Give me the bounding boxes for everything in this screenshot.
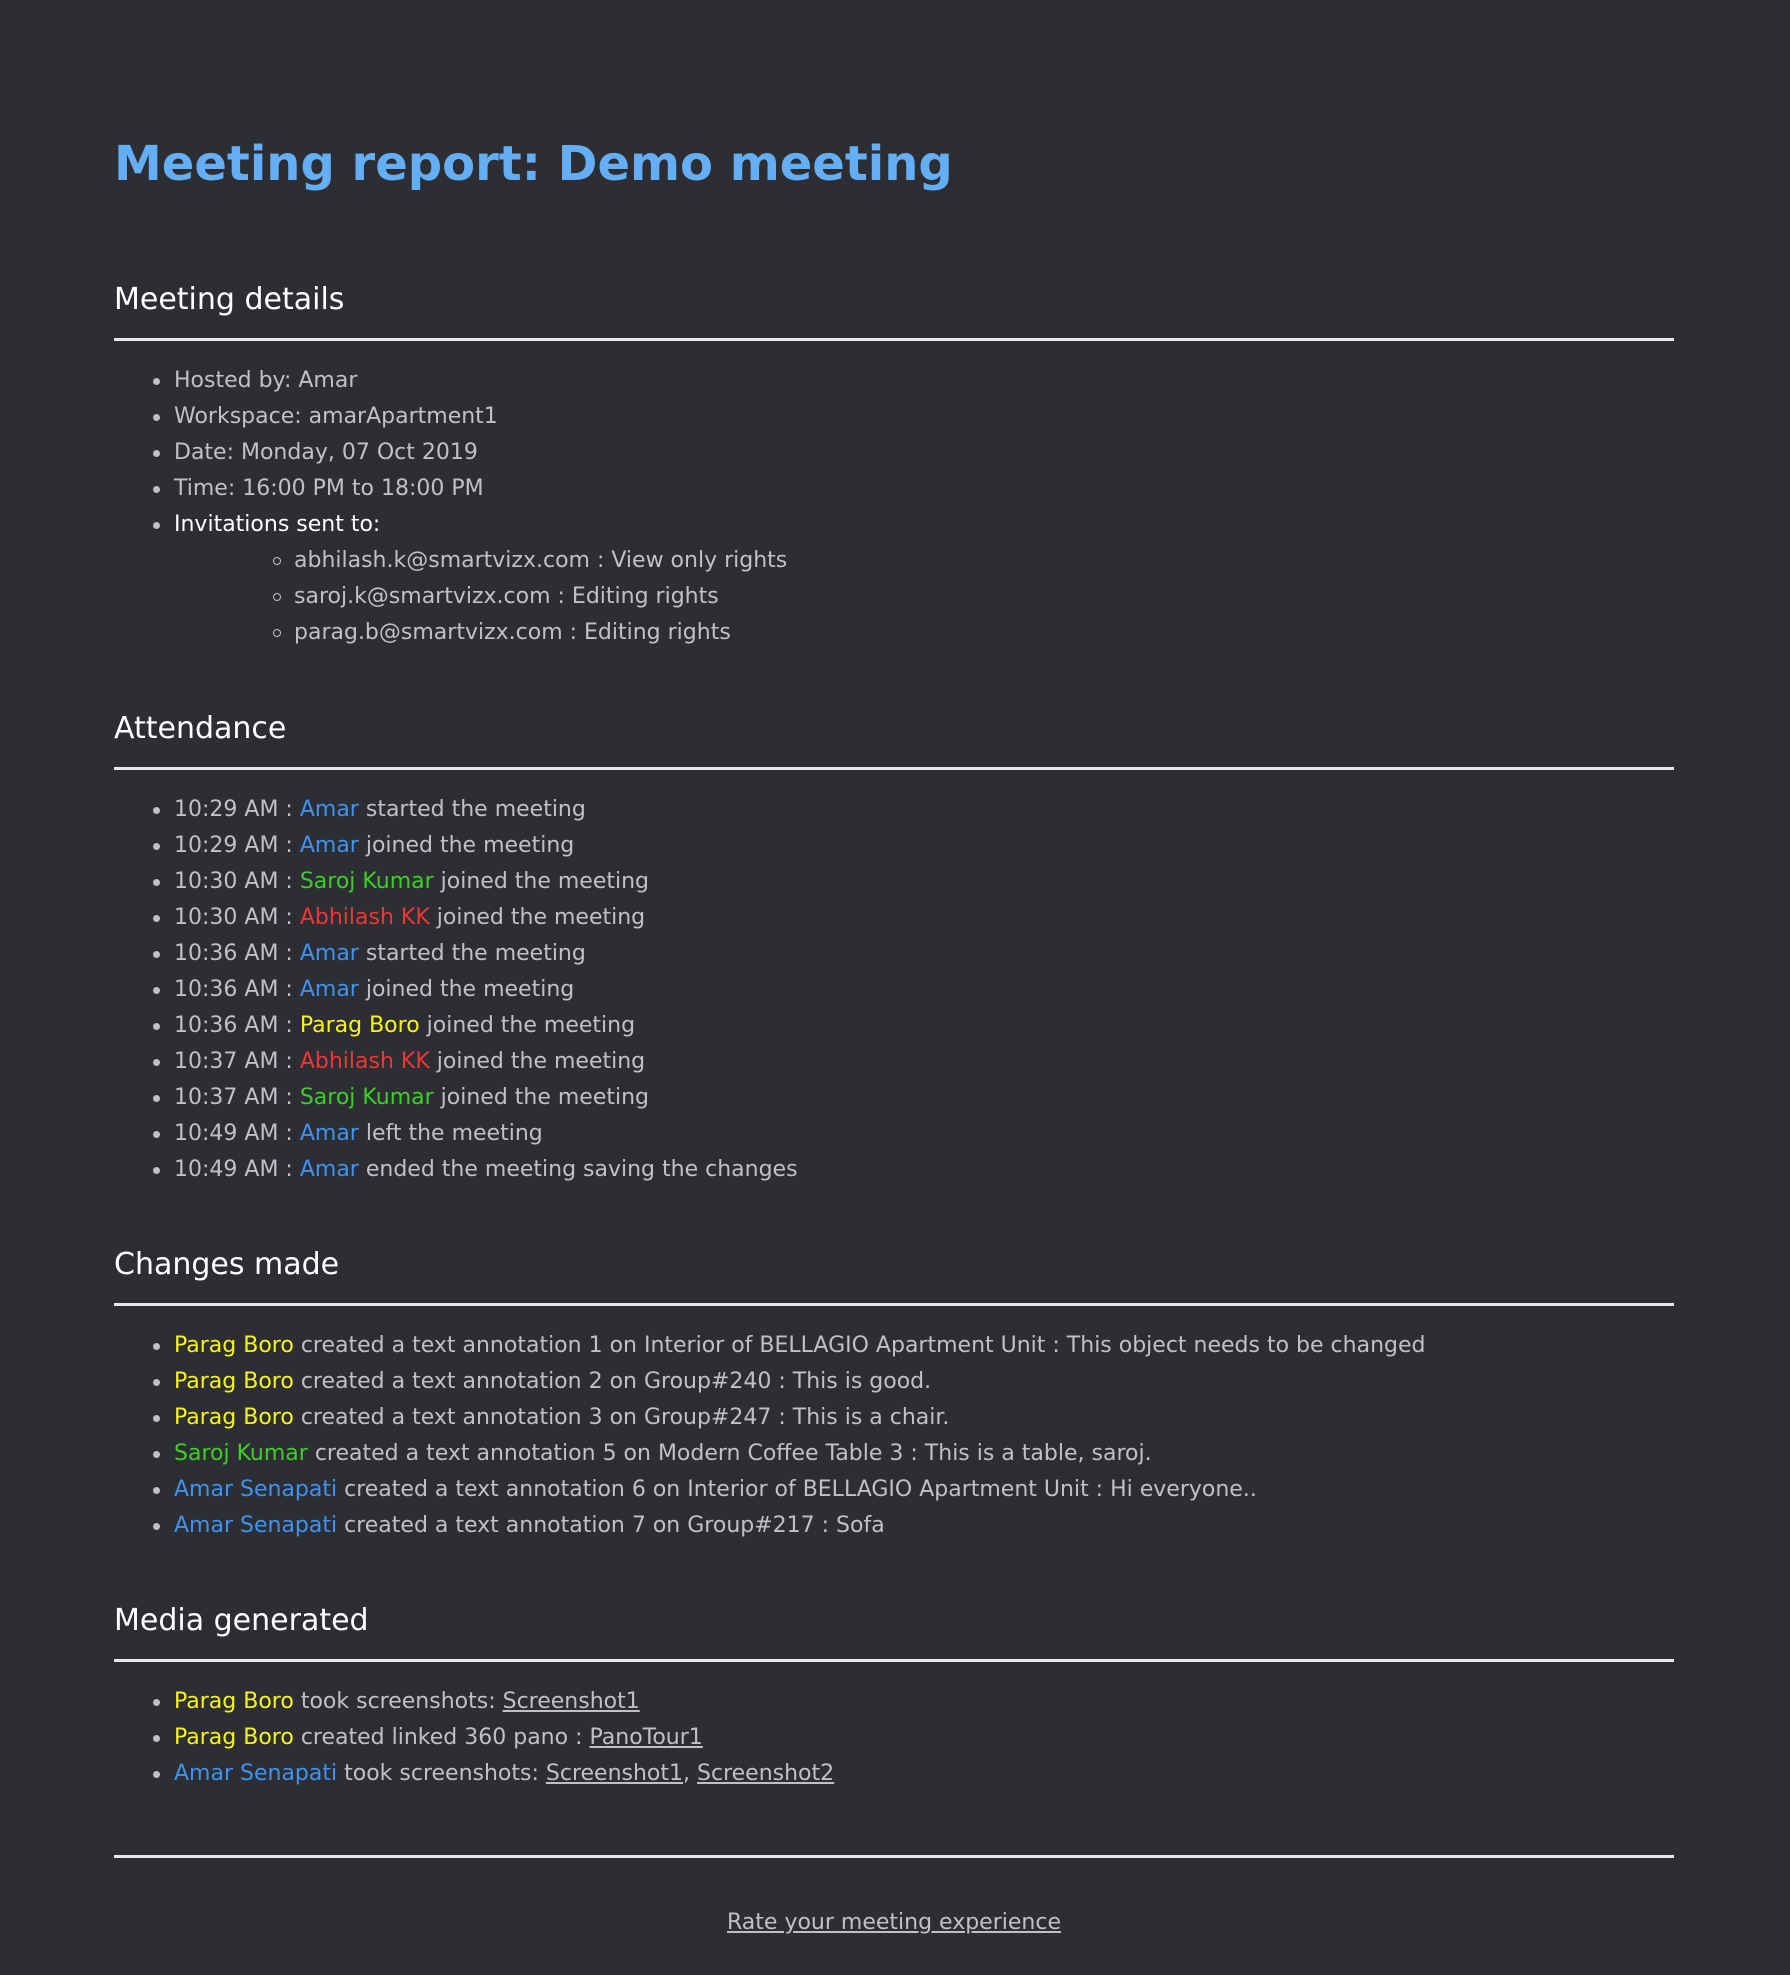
pano-tour-link[interactable]: PanoTour1 (589, 1725, 703, 1750)
author-name: Parag Boro (174, 1725, 294, 1750)
attendance-entry (114, 972, 1674, 1008)
change-text: created a text annotation 6 on Interior of BELLAGIO Apartment Unit : Hi everyone.. (344, 1477, 1257, 1502)
entry-action: joined the meeting (436, 905, 646, 930)
change-text: created a text annotation 3 on Group#247 : This is a chair. (300, 1405, 950, 1430)
attendance-entry (114, 1116, 1674, 1152)
section-divider (114, 767, 1674, 770)
entry-time: 10:30 AM : (174, 869, 293, 894)
attendance-entry (114, 1152, 1674, 1188)
change-entry (114, 1328, 1674, 1364)
entry-action: joined the meeting (426, 1013, 636, 1038)
entry-time: 10:36 AM : (174, 1013, 293, 1038)
entry-action: ended the meeting saving the changes (365, 1157, 798, 1182)
invitation-item: abhilash.k@smartvizx.com : View only rights (174, 543, 1674, 579)
screenshot-link[interactable]: Screenshot1 (545, 1761, 684, 1786)
section-heading: Meeting details (114, 282, 345, 317)
invitations-label: Invitations sent to: (174, 512, 381, 537)
author-name: Parag Boro (174, 1369, 294, 1394)
invitation-item: parag.b@smartvizx.com : Editing rights (174, 615, 1674, 651)
media-entry (114, 1720, 1674, 1756)
author-name: Parag Boro (174, 1689, 294, 1714)
section-divider (114, 1659, 1674, 1662)
attendee-name: Amar (299, 833, 359, 858)
change-text: created a text annotation 1 on Interior of BELLAGIO Apartment Unit : This object needs to be changed (300, 1333, 1426, 1358)
hosted-by-item: Hosted by: Amar (114, 363, 1674, 399)
attendance-entry (114, 1080, 1674, 1116)
entry-time: 10:49 AM : (174, 1121, 293, 1146)
attendee-name: Parag Boro (299, 1013, 420, 1038)
attendance-entry (114, 1008, 1674, 1044)
media-text: took screenshots: (300, 1689, 496, 1714)
rate-meeting-link[interactable]: Rate your meeting experience (727, 1910, 1061, 1935)
changes-section (114, 1245, 1674, 1544)
attendance-entry (114, 1044, 1674, 1080)
attendee-name: Abhilash KK (299, 1049, 430, 1074)
workspace-item: Workspace: amarApartment1 (114, 399, 1674, 435)
change-text: created a text annotation 5 on Modern Coffee Table 3 : This is a table, saroj. (314, 1441, 1152, 1466)
page-title: Meeting report: Demo meeting (114, 136, 953, 192)
link-separator: , (683, 1761, 698, 1786)
screenshot-link[interactable]: Screenshot2 (697, 1761, 835, 1786)
attendance-entry (114, 792, 1674, 828)
details-list (114, 363, 1674, 645)
section-heading: Media generated (114, 1603, 369, 1638)
meeting-details-section (114, 280, 1674, 645)
author-name: Parag Boro (174, 1405, 294, 1430)
footer-divider (114, 1855, 1674, 1858)
entry-time: 10:37 AM : (174, 1085, 293, 1110)
author-name: Amar Senapati (174, 1761, 338, 1786)
footer (114, 1905, 1674, 1941)
attendance-entry (114, 900, 1674, 936)
invitations-list (174, 543, 1674, 651)
entry-time: 10:37 AM : (174, 1049, 293, 1074)
entry-action: started the meeting (365, 797, 586, 822)
entry-time: 10:30 AM : (174, 905, 293, 930)
entry-time: 10:29 AM : (174, 833, 293, 858)
attendance-section (114, 709, 1674, 1188)
attendee-name: Saroj Kumar (299, 869, 434, 894)
attendee-name: Amar (299, 941, 359, 966)
attendance-entry (114, 864, 1674, 900)
attendee-name: Abhilash KK (299, 905, 430, 930)
author-name: Saroj Kumar (174, 1441, 308, 1466)
change-entry (114, 1364, 1674, 1400)
entry-action: joined the meeting (440, 869, 650, 894)
entry-time: 10:36 AM : (174, 977, 293, 1002)
attendance-entry (114, 936, 1674, 972)
attendance-entry (114, 828, 1674, 864)
entry-action: joined the meeting (436, 1049, 646, 1074)
entry-time: 10:29 AM : (174, 797, 293, 822)
attendance-list (114, 792, 1674, 1188)
media-entry (114, 1756, 1674, 1792)
change-entry (114, 1472, 1674, 1508)
change-text: created a text annotation 7 on Group#217 : Sofa (344, 1513, 885, 1538)
section-divider (114, 338, 1674, 341)
entry-time: 10:36 AM : (174, 941, 293, 966)
entry-action: joined the meeting (365, 977, 575, 1002)
section-divider (114, 1303, 1674, 1306)
change-entry (114, 1400, 1674, 1436)
invitations-item (114, 507, 1674, 645)
screenshot-link[interactable]: Screenshot1 (502, 1689, 640, 1714)
author-name: Parag Boro (174, 1333, 294, 1358)
author-name: Amar Senapati (174, 1513, 338, 1538)
media-section (114, 1601, 1674, 1792)
entry-action: joined the meeting (365, 833, 575, 858)
attendee-name: Amar (299, 797, 359, 822)
media-entry (114, 1684, 1674, 1720)
entry-action: joined the meeting (440, 1085, 650, 1110)
media-text: took screenshots: (344, 1761, 539, 1786)
media-list (114, 1684, 1674, 1792)
media-text: created linked 360 pano : (300, 1725, 583, 1750)
section-heading: Changes made (114, 1247, 340, 1282)
attendee-name: Amar (299, 1121, 359, 1146)
change-entry (114, 1508, 1674, 1544)
attendee-name: Saroj Kumar (299, 1085, 434, 1110)
changes-list (114, 1328, 1674, 1544)
date-item: Date: Monday, 07 Oct 2019 (114, 435, 1674, 471)
change-entry (114, 1436, 1674, 1472)
time-item: Time: 16:00 PM to 18:00 PM (114, 471, 1674, 507)
entry-action: started the meeting (365, 941, 586, 966)
attendee-name: Amar (299, 1157, 359, 1182)
entry-action: left the meeting (365, 1121, 543, 1146)
invitation-item: saroj.k@smartvizx.com : Editing rights (174, 579, 1674, 615)
entry-time: 10:49 AM : (174, 1157, 293, 1182)
attendee-name: Amar (299, 977, 359, 1002)
change-text: created a text annotation 2 on Group#240 : This is good. (300, 1369, 932, 1394)
section-heading: Attendance (114, 711, 287, 746)
author-name: Amar Senapati (174, 1477, 338, 1502)
